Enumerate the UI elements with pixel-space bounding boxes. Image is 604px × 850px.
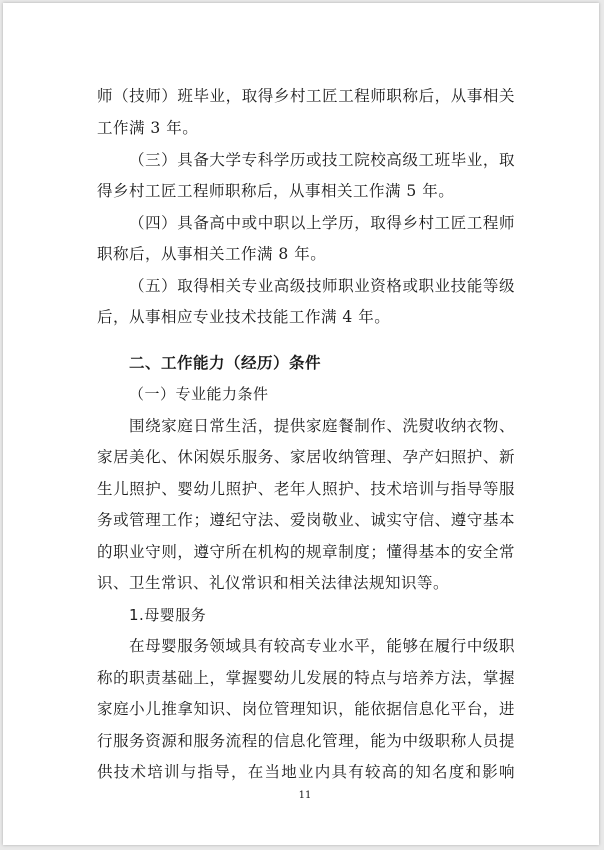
body-line: 家居美化、休闲娱乐服务、家居收纳管理、孕产妇照护、新 [97,448,515,466]
body-line: 行服务资源和服务流程的信息化管理，能为中级职称人员提 [97,732,515,750]
body-line: 称的职责基础上，掌握婴幼儿发展的特点与培养方法，掌握 [97,669,515,687]
item-heading: 1.母婴服务 [129,606,207,624]
body-line: 得乡村工匠工程师职称后，从事相关工作满 5 年。 [97,182,455,200]
body-line: 围绕家庭日常生活，提供家庭餐制作、洗熨收纳衣物、 [129,417,515,435]
body-line: 识、卫生常识、礼仪常识和相关法律法规知识等。 [97,574,450,592]
body-line: 的职业守则，遵守所在机构的规章制度；懂得基本的安全常 [97,543,515,561]
body-line: 职称后，从事相关工作满 8 年。 [97,245,327,263]
body-line: （三）具备大学专科学历或技工院校高级工班毕业，取 [129,151,515,169]
document-page [3,3,599,845]
body-line: 后，从事相应专业技术技能工作满 4 年。 [97,308,391,326]
body-line: 生儿照护、婴幼儿照护、老年人照护、技术培训与指导等服 [97,480,515,498]
body-line: 供技术培训与指导，在当地业内具有较高的知名度和影响 [97,763,515,781]
body-line: 师（技师）班毕业，取得乡村工匠工程师职称后，从事相关 [97,87,515,105]
subsection-heading: （一）专业能力条件 [129,385,269,403]
body-line: 家庭小儿推拿知识、岗位管理知识，能依据信息化平台，进 [97,700,515,718]
body-line: （五）取得相关专业高级技师职业资格或职业技能等级 [129,277,515,295]
page-number: 11 [298,790,312,801]
body-line: 务或管理工作；遵纪守法、爱岗敬业、诚实守信、遵守基本 [97,511,515,529]
body-line: 在母婴服务领域具有较高专业水平，能够在履行中级职 [129,637,515,655]
body-line: （四）具备高中或中职以上学历，取得乡村工匠工程师 [129,214,515,232]
section-heading: 二、工作能力（经历）条件 [129,354,322,372]
body-line: 工作满 3 年。 [97,119,199,137]
